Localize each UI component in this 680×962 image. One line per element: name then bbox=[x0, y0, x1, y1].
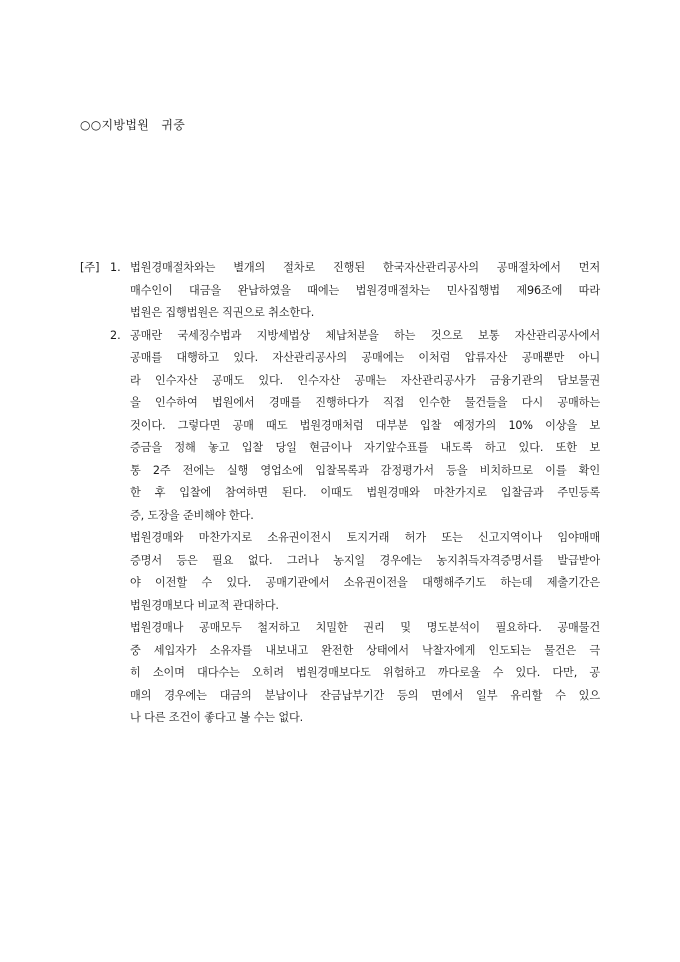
note-line: 공매를 대행하고 있다. 자산관리공사의 공매에는 이처럼 압류자산 공매뿐만 아니 bbox=[130, 351, 600, 364]
note-line: 증, 도장을 준비해야 한다. bbox=[130, 508, 254, 522]
note-line: 라 인수자산 공매도 있다. 인수자산 공매는 자산관리공사가 금융기관의 담보물권 bbox=[130, 373, 600, 387]
note-line: 한 후 입찰에 참여하면 된다. 이때도 법원경매와 마찬가지로 입찰금과 주민등록 bbox=[130, 486, 600, 499]
note-line: 증금을 정해 놓고 입찰 당일 현금이나 자기앞수표를 내도록 하고 있다. 또한 보 bbox=[130, 441, 600, 454]
note-2 bbox=[80, 325, 600, 528]
paragraph-line: 매의 경우에는 대금의 분납이나 잔금납부기간 등의 면에서 일부 유리할 수 있으 bbox=[130, 688, 600, 702]
note-body bbox=[130, 325, 600, 528]
addressee-line: ○○지방법원 귀중 bbox=[80, 118, 186, 132]
paragraph-line: 법원경매보다 비교적 관대하다. bbox=[130, 598, 279, 612]
paragraph-line: 야 이전할 수 있다. 공매기관에서 소유권이전을 대행해주기도 하는데 제출기간은 bbox=[130, 576, 600, 589]
note-1 bbox=[80, 257, 600, 325]
note-line: 공매란 국세징수법과 지방세법상 체납처분을 하는 것으로 보통 자산관리공사에서 bbox=[130, 328, 600, 342]
note-body bbox=[130, 257, 600, 325]
notes-section bbox=[80, 257, 600, 730]
notes-label: [주] bbox=[80, 261, 100, 274]
note-line: 것이다. 그렇다면 공매 때도 법원경매처럼 대부분 입찰 예정가의 10% 이상을 보 bbox=[130, 418, 600, 432]
note-number: 1. bbox=[110, 261, 121, 274]
note-line: 통 2주 전에는 실행 영업소에 입찰목록과 감정평가서 등을 비치하므로 이를 확인 bbox=[130, 463, 600, 477]
paragraph-line: 중 세입자가 소유자를 내보내고 완전한 상태에서 낙찰자에게 인도되는 물건은 극 bbox=[130, 643, 600, 657]
note-line: 법원은 집행법원은 직권으로 취소한다. bbox=[130, 306, 315, 319]
body-paragraph bbox=[130, 617, 600, 730]
body-paragraph bbox=[130, 527, 600, 617]
note-line: 을 인수하여 법원에서 경매를 진행하다가 직접 인수한 물건들을 다시 공매하는 bbox=[130, 396, 600, 409]
paragraph-line: 나 다른 조건이 좋다고 볼 수는 없다. bbox=[130, 711, 304, 724]
note-number: 2. bbox=[110, 328, 121, 342]
note-line: 법원경매절차와는 별개의 절차로 진행된 한국자산관리공사의 공매절차에서 먼저 bbox=[130, 261, 600, 274]
paragraph-line: 법원경매와 마찬가지로 소유권이전시 토지거래 허가 또는 신고지역이나 임야매매 bbox=[130, 531, 600, 544]
note-line: 매수인이 대금을 완납하였을 때에는 법원경매절차는 민사집행법 제96조에 따라 bbox=[130, 283, 600, 297]
paragraph-line: 법원경매나 공매모두 철저하고 치밀한 권리 및 명도분석이 필요하다. 공매물건 bbox=[130, 621, 600, 634]
paragraph-line: 증명서 등은 필요 없다. 그러나 농지일 경우에는 농지취득자격증명서를 발급받아 bbox=[130, 553, 600, 567]
paragraph-line: 히 소이며 대다수는 오히려 법원경매보다도 위험하고 까다로울 수 있다. 다만, 공 bbox=[130, 666, 600, 679]
